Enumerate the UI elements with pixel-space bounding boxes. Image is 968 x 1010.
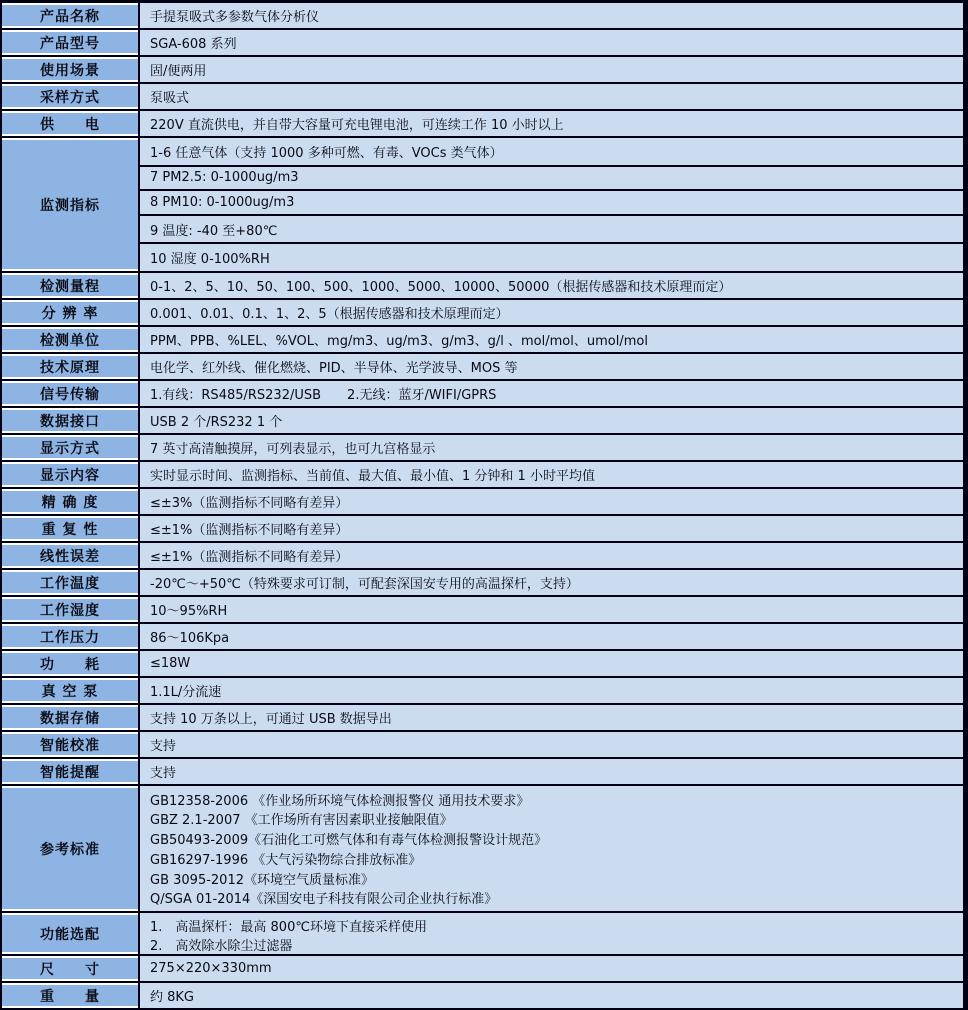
- row-label: 使用场景: [2, 59, 138, 80]
- table-row-product-model: [2, 30, 963, 57]
- row-label: 供 电: [2, 113, 138, 134]
- monitoring-indicator-item: 7 PM2.5: 0-1000ug/m3: [140, 167, 963, 192]
- row-value: SGA-608 系列: [138, 30, 963, 55]
- row-value: ≤±3%（监测指标不同略有差异）: [138, 489, 963, 514]
- row-label: 产品名称: [2, 5, 138, 26]
- row-label: 工作温度: [2, 572, 138, 593]
- row-label: 真 空 泵: [2, 680, 138, 701]
- row-value: ≤±1%（监测指标不同略有差异）: [138, 516, 963, 541]
- reference-standard-item: GBZ 2.1-2007 《工作场所有害因素职业接触限值》: [150, 813, 453, 829]
- row-value: 固/便两用: [138, 57, 963, 82]
- row-value: USB 2 个/RS232 1 个: [138, 408, 963, 433]
- row-label: 数据存储: [2, 707, 138, 728]
- optional-feature-item: 2. 高效除水除尘过滤器: [150, 939, 293, 954]
- row-value: PPM、PPB、%LEL、%VOL、mg/m3、ug/m3、g/m3、g/l 、mol/mol、umol/mol: [138, 327, 963, 352]
- row-label: 监测指标: [2, 140, 138, 269]
- table-row-optional-features: [2, 913, 963, 956]
- table-row-working-pressure: [2, 624, 963, 651]
- optional-features-list: [138, 913, 963, 954]
- table-row-repeatability: [2, 516, 963, 543]
- table-row-detection-unit: [2, 327, 963, 354]
- table-row-signal-transmission: [2, 381, 963, 408]
- row-label: 采样方式: [2, 86, 138, 107]
- reference-standards-list: [138, 786, 963, 911]
- reference-standard-item: GB50493-2009《石油化工可燃气体和有毒气体检测报警设计规范》: [150, 833, 548, 849]
- row-value: ≤±1%（监测指标不同略有差异）: [138, 543, 963, 568]
- reference-standard-item: Q/SGA 01-2014《深国安电子科技有限公司企业执行标准》: [150, 892, 498, 908]
- table-row-display-mode: [2, 435, 963, 462]
- row-value: 支持: [138, 732, 963, 757]
- row-value: 1.有线：RS485/RS232/USB 2.无线：蓝牙/WIFI/GPRS: [138, 381, 963, 406]
- row-label: 重 量: [2, 985, 138, 1006]
- table-row-working-temperature: [2, 570, 963, 597]
- optional-feature-item: 1. 高温探杆：最高 800℃环境下直接采样使用: [150, 920, 427, 935]
- table-row-detection-range: [2, 273, 963, 300]
- table-row-resolution: [2, 300, 963, 327]
- row-label: 智能校准: [2, 734, 138, 755]
- row-label: 重 复 性: [2, 518, 138, 539]
- row-value: ≤18W: [138, 651, 963, 676]
- table-row-linearity-error: [2, 543, 963, 570]
- table-row-display-content: [2, 462, 963, 489]
- table-row-dimensions: [2, 956, 963, 983]
- monitoring-indicator-item: 8 PM10: 0-1000ug/m3: [140, 191, 963, 216]
- row-value: 0.001、0.01、0.1、1、2、5（根据传感器和技术原理而定）: [138, 300, 963, 325]
- table-row-weight: [2, 983, 963, 1010]
- row-label: 数据接口: [2, 410, 138, 431]
- row-label: 功 耗: [2, 653, 138, 674]
- row-value: 10～95%RH: [138, 597, 963, 622]
- row-label: 工作压力: [2, 626, 138, 647]
- monitoring-indicator-item: 1-6 任意气体（支持 1000 多种可燃、有毒、VOCs 类气体）: [140, 138, 963, 167]
- row-value: 1.1L/分流速: [138, 678, 963, 703]
- table-row-usage-scene: [2, 57, 963, 84]
- row-label: 尺 寸: [2, 958, 138, 979]
- table-row-technical-principle: [2, 354, 963, 381]
- table-row-accuracy: [2, 489, 963, 516]
- row-value: 电化学、红外线、催化燃烧、PID、半导体、光学波导、MOS 等: [138, 354, 963, 379]
- row-label: 产品型号: [2, 32, 138, 53]
- row-value: 0-1、2、5、10、50、100、500、1000、5000、10000、50000（根据传感器和技术原理而定）: [138, 273, 963, 298]
- row-value: 7 英寸高清触摸屏，可列表显示，也可九宫格显示: [138, 435, 963, 460]
- row-label: 技术原理: [2, 356, 138, 377]
- table-row-power-supply: [2, 111, 963, 138]
- table-row-data-interface: [2, 408, 963, 435]
- row-label: 智能提醒: [2, 761, 138, 782]
- row-label: 参考标准: [2, 788, 138, 909]
- reference-standard-item: GB16297-1996 《大气污染物综合排放标准》: [150, 852, 422, 868]
- row-label: 工作湿度: [2, 599, 138, 620]
- row-value: 275×220×330mm: [138, 956, 963, 981]
- table-row-working-humidity: [2, 597, 963, 624]
- table-row-reference-standards: [2, 786, 963, 913]
- row-value: 约 8KG: [138, 983, 963, 1008]
- monitoring-indicator-item: 9 温度: -40 至+80℃: [140, 216, 963, 245]
- row-value: 86～106Kpa: [138, 624, 963, 649]
- row-value: 实时显示时间、监测指标、当前值、最大值、最小值、1 分钟和 1 小时平均值: [138, 462, 963, 487]
- table-row-power-consumption: [2, 651, 963, 678]
- row-label: 显示方式: [2, 437, 138, 458]
- row-value: 220V 直流供电，并自带大容量可充电锂电池，可连续工作 10 小时以上: [138, 111, 963, 136]
- row-value: 支持: [138, 759, 963, 784]
- row-label: 功能选配: [2, 915, 138, 952]
- monitoring-indicator-item: 10 湿度 0-100%RH: [140, 244, 963, 271]
- row-value: -20℃～+50℃（特殊要求可订制，可配套深国安专用的高温探杆，支持）: [138, 570, 963, 595]
- row-value: 支持 10 万条以上，可通过 USB 数据导出: [138, 705, 963, 730]
- table-row-monitoring-indicators: [2, 138, 963, 273]
- reference-standard-item: GB 3095-2012《环境空气质量标准》: [150, 872, 374, 888]
- row-label: 检测量程: [2, 275, 138, 296]
- reference-standard-item: GB12358-2006 《作业场所环境气体检测报警仪 通用技术要求》: [150, 793, 530, 809]
- table-row-sampling-method: [2, 84, 963, 111]
- table-row-product-name: [2, 3, 963, 30]
- table-row-data-storage: [2, 705, 963, 732]
- row-value: 泵吸式: [138, 84, 963, 109]
- row-label: 信号传输: [2, 383, 138, 404]
- row-label: 显示内容: [2, 464, 138, 485]
- table-row-vacuum-pump: [2, 678, 963, 705]
- row-label: 分 辨 率: [2, 302, 138, 323]
- row-label: 线性误差: [2, 545, 138, 566]
- table-row-smart-calibration: [2, 732, 963, 759]
- monitoring-indicator-list: [138, 138, 963, 271]
- row-value: 手提泵吸式多参数气体分析仪: [138, 3, 963, 28]
- table-row-smart-reminder: [2, 759, 963, 786]
- row-label: 精 确 度: [2, 491, 138, 512]
- row-label: 检测单位: [2, 329, 138, 350]
